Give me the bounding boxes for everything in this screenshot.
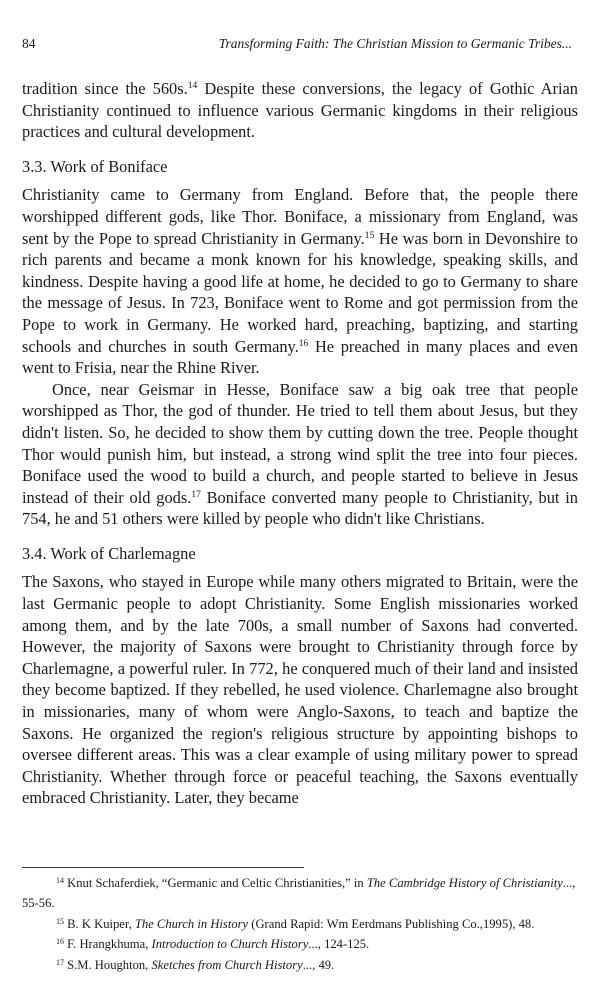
footnote-text: (Grand Rapid: Wm Eerdmans Publishing Co.,1995), 48. [248,916,535,931]
main-text [22,78,578,809]
footnote-ref-16: 16 [298,338,309,349]
intro-text-b: Despite these conversions, the legacy of Gothic Arian Christianity continued to influence various Germanic kingdoms in their religious practices and cultural development. [22,79,578,142]
intro-paragraph [22,78,578,143]
footnotes [22,873,578,975]
footnote-title: Introduction to Church History [151,937,309,952]
footnote-text: ..., 55-56. [22,876,576,911]
footnote-number: 16 [56,937,64,947]
footnote-text: S.M. Houghton, [67,957,152,972]
page-number: 84 [22,36,36,51]
boniface-paragraph-1 [22,184,578,378]
footnote-ref-17: 17 [191,489,201,500]
footnote-ref-14: 14 [187,81,198,91]
boniface-p2-a: Once, near Geismar in Hesse, Boniface saw a big oak tree that people worshipped as Thor, the god of thunder. He tried to tell them about Jesus, but they didn't listen. So, he decided to show them by cutting down the tree. People thought Thor would punish him, but instead, a strong wind split the tree into four pieces. Boniface used the wood to build a church, and people started to believe in Jesus instead of their old gods. [22,379,578,507]
footnote-text: Knut Schaferdiek, “Germanic and Celtic Christianities,” in [67,876,367,890]
intro-text-a: tradition since the 560s. [22,79,188,98]
page-header [22,36,572,52]
footnote-text: F. Hrangkhuma, [67,937,152,952]
footnote-number: 15 [56,916,64,926]
section-heading-boniface: 3.3. Work of Boniface [22,156,168,176]
footnote-ref-15: 15 [364,230,375,241]
section-heading-charlemagne: 3.4. Work of Charlemagne [22,543,196,563]
footnote-title: The Cambridge History of Christianity [366,876,563,890]
footnote-item [22,955,578,975]
footnote-text: B. K Kuiper, [67,916,135,931]
boniface-p2-b: Boniface converted many people to Christianity, but in 754, he and 51 others were killed by people who didn't like Christians. [22,487,578,529]
footnote-title: The Church in History [134,916,249,931]
footnote-number: 14 [56,876,64,885]
footnote-item [22,934,578,954]
charlemagne-paragraph: The Saxons, who stayed in Europe while many others migrated to Britain, were the last Germanic people to adopt Christianity. Some English missionaries worked among them, and by the late 700s, a small number of Saxons had converted. However, the majority of Saxons were brought to Christianity through force by Charlemagne, a powerful ruler. In 772, he conquered much of their land and insisted they become baptized. If they rebelled, he used violence. Charlemagne also brought in missionaries, many of whom were Anglo-Saxons, to teach and baptize the Saxons. He organized the region's religious structure by appointing bishops to oversee different areas. This was a clear example of using military power to spread Christianity. Whether through force or peaceful teaching, the Saxons eventually embraced Christianity. Later, they became [22,572,578,808]
footnote-text: ..., 49. [302,957,335,972]
footnote-text: ..., 124-125. [308,937,370,952]
footnote-title: Sketches from Church History [151,957,303,972]
footnote-divider [22,867,304,868]
boniface-p1-c: He preached in many places and even went to Frisia, near the Rhine River. [22,336,578,378]
footnote-item [22,914,578,934]
boniface-p1-a: Christianity came to Germany from England. Before that, the people there worshipped different gods, like Thor. Boniface, a missionary from England, was sent by the Pope to spread Christianity in Germany. [22,185,578,248]
boniface-paragraph-2 [22,379,578,530]
boniface-p1-b: He was born in Devonshire to rich parents and became a monk known for his knowledge, speaking skills, and kindness. Despite having a good life at home, he decided to go to Germany to share the message of Jesus. In 723, Boniface went to Rome and got permission from the Pope to work in Germany. He worked hard, preaching, baptizing, and starting schools and churches in south Germany. [22,228,578,356]
running-title: Transforming Faith: The Christian Mission to Germanic Tribes... [218,36,572,51]
footnote-item [22,873,578,914]
footnote-number: 17 [56,957,64,967]
